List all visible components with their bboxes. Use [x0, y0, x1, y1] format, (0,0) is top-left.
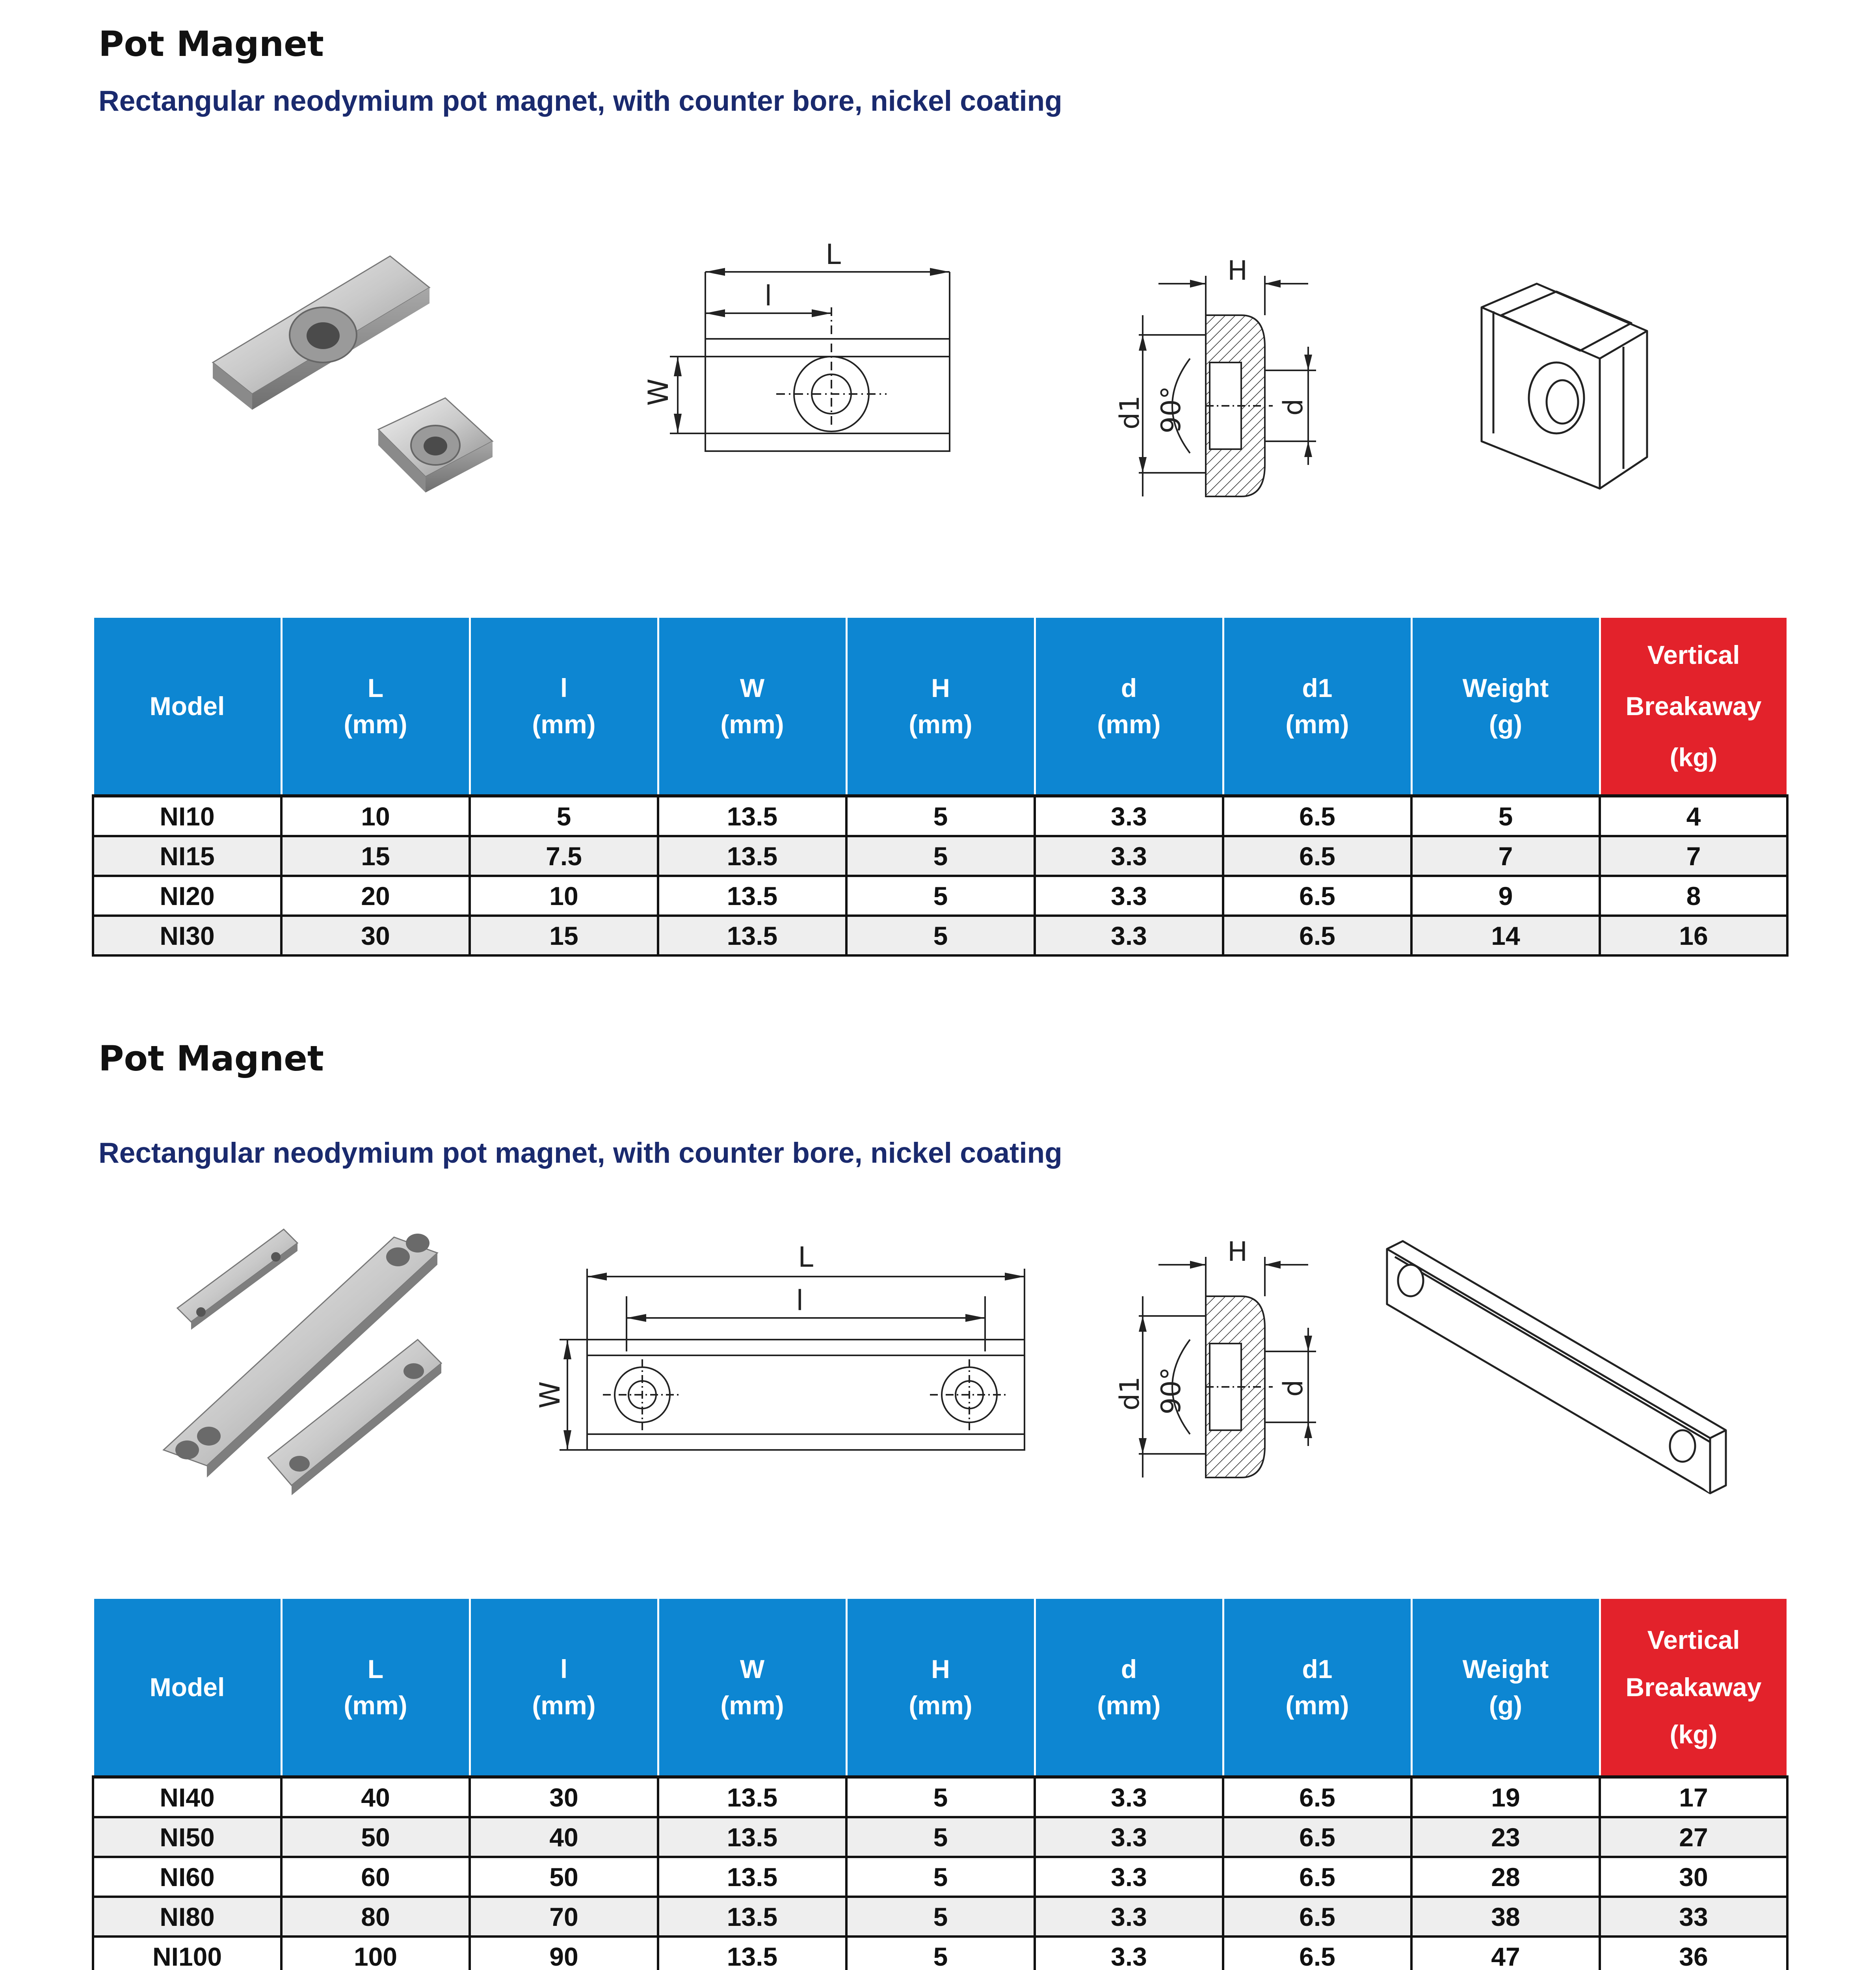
- product-photo-long-magnets: [158, 1221, 449, 1505]
- table-row: [93, 796, 1787, 836]
- cell: 50: [281, 1817, 470, 1857]
- cell: 15: [470, 916, 658, 955]
- cell: 5: [846, 876, 1035, 916]
- svg-text:l: l: [764, 280, 772, 312]
- header-d: d (mm): [1035, 618, 1223, 796]
- table-row: [93, 1777, 1787, 1817]
- cell: 23: [1411, 1817, 1600, 1857]
- top-view-drawing-2: [520, 1233, 1040, 1478]
- cell: 6.5: [1223, 1777, 1411, 1817]
- svg-text:d1: d1: [1114, 1376, 1145, 1411]
- cell-model: NI30: [93, 916, 281, 955]
- cell: 3.3: [1035, 1817, 1223, 1857]
- top-view-drawing-1: [638, 240, 977, 516]
- table-row: [93, 836, 1787, 876]
- cell: 13.5: [658, 796, 846, 836]
- cell: 13.5: [658, 1897, 846, 1937]
- cell: 20: [281, 876, 470, 916]
- cell: 19: [1411, 1777, 1600, 1817]
- cell-model: NI15: [93, 836, 281, 876]
- cell: 27: [1600, 1817, 1787, 1857]
- header-l-length: L (mm): [281, 618, 470, 796]
- cell: 47: [1411, 1937, 1600, 1970]
- section-1-title: Pot Magnet: [99, 24, 324, 64]
- header-d: d (mm): [1035, 1599, 1223, 1777]
- cell: 40: [281, 1777, 470, 1817]
- cell: 100: [281, 1937, 470, 1970]
- cell: 40: [470, 1817, 658, 1857]
- header-h: H (mm): [846, 1599, 1035, 1777]
- cell: 4: [1600, 796, 1787, 836]
- cell: 6.5: [1223, 1817, 1411, 1857]
- cell: 33: [1600, 1897, 1787, 1937]
- cell: 7: [1411, 836, 1600, 876]
- cell: 3.3: [1035, 1937, 1223, 1970]
- cell-model: NI50: [93, 1817, 281, 1857]
- cell-model: NI80: [93, 1897, 281, 1937]
- cell: 5: [846, 796, 1035, 836]
- svg-text:H: H: [1227, 1236, 1248, 1267]
- cell: 10: [281, 796, 470, 836]
- cell: 14: [1411, 916, 1600, 955]
- table-row: [93, 1937, 1787, 1970]
- header-d1: d1 (mm): [1223, 1599, 1411, 1777]
- svg-text:W: W: [534, 1381, 566, 1409]
- section-2-subtitle: Rectangular neodymium pot magnet, with counter bore, nickel coating: [99, 1137, 1062, 1169]
- cell-model: NI100: [93, 1937, 281, 1970]
- section-1-subtitle: Rectangular neodymium pot magnet, with counter bore, nickel coating: [99, 85, 1062, 117]
- svg-text:W: W: [642, 378, 675, 406]
- side-section-drawing-2: [1095, 1225, 1340, 1493]
- cell: 6.5: [1223, 916, 1411, 955]
- cell-model: NI60: [93, 1857, 281, 1897]
- header-l-spacing: l (mm): [470, 1599, 658, 1777]
- cell: 3.3: [1035, 836, 1223, 876]
- header-d1: d1 (mm): [1223, 618, 1411, 796]
- cell: 6.5: [1223, 1897, 1411, 1937]
- svg-text:90°: 90°: [1156, 1367, 1187, 1414]
- cell: 5: [846, 916, 1035, 955]
- svg-text:d1: d1: [1114, 395, 1145, 429]
- cell: 70: [470, 1897, 658, 1937]
- cell: 28: [1411, 1857, 1600, 1897]
- section-2-title: Pot Magnet: [99, 1038, 324, 1079]
- cell: 6.5: [1223, 836, 1411, 876]
- header-h: H (mm): [846, 618, 1035, 796]
- table-1-header-row: [93, 618, 1787, 796]
- cell: 13.5: [658, 916, 846, 955]
- cell: 6.5: [1223, 1857, 1411, 1897]
- header-w: W (mm): [658, 618, 846, 796]
- cell: 30: [1600, 1857, 1787, 1897]
- cell-model: NI10: [93, 796, 281, 836]
- table-row: [93, 1817, 1787, 1857]
- product-photo-small-magnets: [205, 244, 528, 512]
- cell: 13.5: [658, 1777, 846, 1817]
- header-model: Model: [93, 618, 281, 796]
- cell: 13.5: [658, 1857, 846, 1897]
- cell: 15: [281, 836, 470, 876]
- cell: 50: [470, 1857, 658, 1897]
- cell: 7.5: [470, 836, 658, 876]
- cell: 3.3: [1035, 916, 1223, 955]
- cell: 60: [281, 1857, 470, 1897]
- header-l-length: L (mm): [281, 1599, 470, 1777]
- table-row: [93, 1857, 1787, 1897]
- cell: 5: [846, 1817, 1035, 1857]
- header-vertical-breakaway: Vertical Breakaway (kg): [1600, 618, 1787, 796]
- cell: 5: [846, 1937, 1035, 1970]
- cell: 5: [846, 1897, 1035, 1937]
- svg-text:L: L: [798, 1241, 813, 1273]
- svg-text:d: d: [1278, 1379, 1309, 1397]
- cell: 13.5: [658, 876, 846, 916]
- cell: 3.3: [1035, 1897, 1223, 1937]
- header-model: Model: [93, 1599, 281, 1777]
- svg-text:90°: 90°: [1156, 386, 1187, 433]
- cell: 5: [846, 1777, 1035, 1817]
- svg-text:d: d: [1278, 398, 1309, 416]
- table-row: [93, 1897, 1787, 1937]
- cell: 13.5: [658, 1937, 846, 1970]
- header-vertical-breakaway: Vertical Breakaway (kg): [1600, 1599, 1787, 1777]
- isometric-drawing-2: [1371, 1225, 1750, 1509]
- cell: 5: [1411, 796, 1600, 836]
- cell: 30: [470, 1777, 658, 1817]
- cell: 3.3: [1035, 1777, 1223, 1817]
- header-l-spacing: l (mm): [470, 618, 658, 796]
- cell-model: NI20: [93, 876, 281, 916]
- cell: 5: [470, 796, 658, 836]
- cell: 6.5: [1223, 796, 1411, 836]
- cell: 9: [1411, 876, 1600, 916]
- cell: 36: [1600, 1937, 1787, 1970]
- cell: 38: [1411, 1897, 1600, 1937]
- header-weight: Weight (g): [1411, 1599, 1600, 1777]
- cell: 17: [1600, 1777, 1787, 1817]
- cell: 5: [846, 836, 1035, 876]
- cell: 80: [281, 1897, 470, 1937]
- spec-table-2: [92, 1599, 1789, 1970]
- cell: 8: [1600, 876, 1787, 916]
- cell-model: NI40: [93, 1777, 281, 1817]
- header-weight: Weight (g): [1411, 618, 1600, 796]
- cell: 16: [1600, 916, 1787, 955]
- cell: 6.5: [1223, 1937, 1411, 1970]
- cell: 3.3: [1035, 796, 1223, 836]
- table-2-header-row: [93, 1599, 1787, 1777]
- cell: 90: [470, 1937, 658, 1970]
- header-w: W (mm): [658, 1599, 846, 1777]
- cell: 6.5: [1223, 876, 1411, 916]
- table-row: [93, 876, 1787, 916]
- cell: 10: [470, 876, 658, 916]
- table-row: [93, 916, 1787, 955]
- spec-table-1: [92, 618, 1789, 957]
- svg-text:l: l: [796, 1284, 804, 1317]
- cell: 7: [1600, 836, 1787, 876]
- isometric-drawing-1: [1466, 268, 1686, 504]
- cell: 3.3: [1035, 1857, 1223, 1897]
- svg-text:H: H: [1227, 255, 1248, 286]
- cell: 5: [846, 1857, 1035, 1897]
- cell: 30: [281, 916, 470, 955]
- svg-text:L: L: [826, 240, 841, 271]
- cell: 3.3: [1035, 876, 1223, 916]
- cell: 13.5: [658, 836, 846, 876]
- side-section-drawing-1: [1095, 244, 1340, 512]
- cell: 13.5: [658, 1817, 846, 1857]
